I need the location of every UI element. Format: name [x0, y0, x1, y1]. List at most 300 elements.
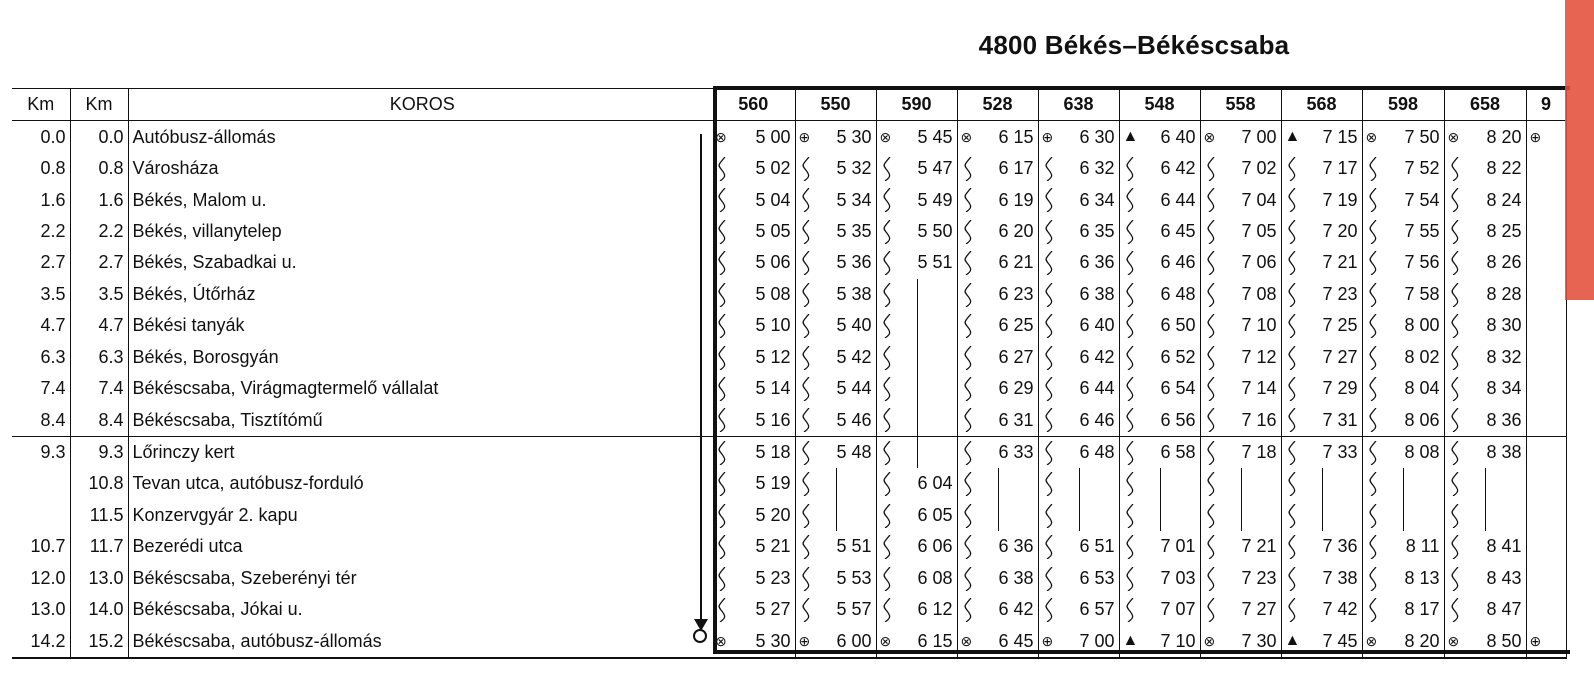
departure-time: 5 53: [836, 567, 872, 588]
departure-time: 5 12: [755, 346, 791, 367]
departure-time: 8 08: [1404, 442, 1440, 463]
pass-through-wave-icon: [1367, 188, 1381, 212]
time-cell: [1200, 153, 1281, 184]
departure-time: 6 38: [998, 567, 1034, 588]
km-value: 3.5: [70, 279, 128, 310]
no-stop-line: [1241, 468, 1242, 499]
skip-cell: [795, 468, 876, 499]
pass-through-wave-icon: [1367, 157, 1381, 181]
skip-cell: [1444, 500, 1526, 531]
pass-through-wave-icon: [1286, 220, 1300, 244]
departure-time: 6 36: [1079, 252, 1115, 273]
pass-through-wave-icon: [1043, 157, 1057, 181]
trip-symbol-icon: ⊕: [1041, 633, 1054, 650]
km-value: 11.7: [70, 531, 128, 562]
time-cell: [1281, 153, 1362, 184]
departure-time: 5 04: [755, 189, 791, 210]
skip-cell: [876, 310, 957, 341]
departure-time: 6 23: [998, 283, 1034, 304]
pass-through-wave-icon: [1286, 408, 1300, 432]
pass-through-wave-icon: [1286, 441, 1300, 465]
km-value: 4.7: [70, 310, 128, 341]
time-cell: [712, 310, 795, 341]
pass-through-wave-icon: [800, 408, 814, 432]
departure-time: 6 35: [1079, 220, 1115, 241]
time-cell: [1362, 279, 1444, 310]
departure-time: 7 27: [1241, 599, 1277, 620]
stop-name: Békés, villanytelep: [132, 220, 282, 241]
time-cell: [1200, 531, 1281, 562]
departure-time: 7 33: [1322, 442, 1358, 463]
no-stop-line: [998, 500, 999, 531]
departure-time: 7 05: [1241, 220, 1277, 241]
pass-through-wave-icon: [1043, 220, 1057, 244]
pass-through-wave-icon: [716, 188, 730, 212]
departure-time: 7 04: [1241, 189, 1277, 210]
pass-through-wave-icon: [1449, 535, 1463, 559]
km-value: 13.0: [70, 563, 128, 594]
pass-through-wave-icon: [1043, 408, 1057, 432]
time-cell: [1200, 373, 1281, 404]
time-cell: [1526, 279, 1566, 310]
km-value: 1.6: [70, 184, 128, 215]
time-cell: [1362, 153, 1444, 184]
time-cell: [712, 625, 795, 657]
departure-time: 5 16: [755, 409, 791, 430]
pass-through-wave-icon: [1367, 283, 1381, 307]
time-cell: [1038, 247, 1119, 278]
pass-through-wave-icon: [1367, 220, 1381, 244]
trip-header: 658: [1444, 89, 1526, 121]
time-cell: [1444, 184, 1526, 215]
time-cell: [957, 310, 1038, 341]
departure-time: 6 15: [917, 630, 953, 651]
km-value: 12.0: [12, 563, 70, 594]
time-cell: [1526, 121, 1566, 153]
skip-cell: [1200, 500, 1281, 531]
departure-time: 7 30: [1241, 630, 1277, 651]
time-cell: [957, 121, 1038, 153]
departure-time: 8 25: [1486, 220, 1522, 241]
trip-symbol-icon: ⊕: [1041, 129, 1054, 146]
skip-cell: [876, 436, 957, 468]
time-cell: [1444, 563, 1526, 594]
departure-time: 5 06: [755, 252, 791, 273]
time-cell: [712, 563, 795, 594]
km-header: Km: [12, 89, 70, 121]
pass-through-wave-icon: [1286, 504, 1300, 528]
time-cell: [1281, 531, 1362, 562]
skip-cell: [1119, 468, 1200, 499]
departure-time: 6 53: [1079, 567, 1115, 588]
departure-time: 6 57: [1079, 599, 1115, 620]
trip-header: 9: [1526, 89, 1566, 121]
departure-time: 7 03: [1160, 567, 1196, 588]
departure-time: 8 26: [1486, 252, 1522, 273]
pass-through-wave-icon: [962, 535, 976, 559]
pass-through-wave-icon: [716, 567, 730, 591]
pass-through-wave-icon: [962, 504, 976, 528]
pass-through-wave-icon: [1449, 472, 1463, 496]
km-value: 3.5: [12, 279, 70, 310]
pass-through-wave-icon: [1367, 535, 1381, 559]
time-cell: [1362, 594, 1444, 625]
pass-through-wave-icon: [1449, 251, 1463, 275]
departure-time: 5 30: [836, 126, 872, 147]
pass-through-wave-icon: [1367, 377, 1381, 401]
time-cell: [1444, 594, 1526, 625]
time-cell: [1119, 373, 1200, 404]
pass-through-wave-icon: [1205, 408, 1219, 432]
pass-through-wave-icon: [1205, 157, 1219, 181]
pass-through-wave-icon: [1205, 598, 1219, 622]
trip-symbol-icon: ⊗: [1203, 633, 1216, 650]
km-value: [12, 468, 70, 499]
time-cell: [1281, 310, 1362, 341]
departure-time: 7 52: [1404, 158, 1440, 179]
time-cell: [957, 404, 1038, 436]
time-cell: [957, 247, 1038, 278]
departure-time: 6 45: [998, 630, 1034, 651]
pass-through-wave-icon: [716, 283, 730, 307]
time-cell: [1444, 216, 1526, 247]
departure-time: 5 21: [755, 536, 791, 557]
pass-through-wave-icon: [800, 157, 814, 181]
skip-cell: [1200, 468, 1281, 499]
departure-time: 6 17: [998, 158, 1034, 179]
pass-through-wave-icon: [962, 220, 976, 244]
terminus-ring-icon: [693, 629, 707, 643]
skip-cell: [1444, 468, 1526, 499]
km-value: 6.3: [12, 342, 70, 373]
pass-through-wave-icon: [1449, 188, 1463, 212]
stop-name: Bezerédi utca: [132, 536, 243, 557]
pass-through-wave-icon: [1124, 472, 1138, 496]
trip-symbol-icon: ⊗: [1447, 129, 1460, 146]
pass-through-wave-icon: [1124, 346, 1138, 370]
departure-time: 7 18: [1241, 442, 1277, 463]
km-value: 9.3: [70, 436, 128, 468]
no-stop-line: [1403, 500, 1404, 531]
km-value: 14.2: [12, 625, 70, 657]
time-cell: [1526, 216, 1566, 247]
pass-through-wave-icon: [1367, 441, 1381, 465]
pass-through-wave-icon: [1124, 377, 1138, 401]
time-cell: [1362, 373, 1444, 404]
time-cell: [876, 563, 957, 594]
stop-name: Konzervgyár 2. kapu: [132, 504, 298, 525]
departure-time: 7 19: [1322, 189, 1358, 210]
trip-header: 590: [876, 89, 957, 121]
time-cell: [1119, 404, 1200, 436]
time-cell: [1119, 436, 1200, 468]
time-cell: [876, 184, 957, 215]
departure-time: 6 42: [1160, 158, 1196, 179]
departure-time: 7 54: [1404, 189, 1440, 210]
departure-time: 5 57: [836, 599, 872, 620]
no-stop-line: [836, 500, 837, 531]
pass-through-wave-icon: [800, 472, 814, 496]
stop-name: Békéscsaba, Virágmagtermelő vállalat: [132, 378, 439, 399]
time-cell: [1281, 216, 1362, 247]
time-cell: [1200, 625, 1281, 657]
km-value: 8.4: [70, 404, 128, 436]
time-cell: [795, 594, 876, 625]
pass-through-wave-icon: [962, 251, 976, 275]
departure-time: 7 10: [1160, 630, 1196, 651]
time-cell: [957, 342, 1038, 373]
departure-time: 8 13: [1404, 567, 1440, 588]
time-cell: [1444, 404, 1526, 436]
stop-name: Békéscsaba, Jókai u.: [132, 599, 303, 620]
pass-through-wave-icon: [1367, 314, 1381, 338]
departure-time: 8 17: [1404, 599, 1440, 620]
departure-time: 5 50: [917, 220, 953, 241]
departure-time: 6 48: [1079, 442, 1115, 463]
pass-through-wave-icon: [881, 377, 895, 401]
stop-name: Békés, Borosgyán: [132, 346, 279, 367]
time-cell: [1038, 184, 1119, 215]
pass-through-wave-icon: [1286, 251, 1300, 275]
departure-time: 7 23: [1322, 283, 1358, 304]
departure-time: 7 27: [1322, 346, 1358, 367]
time-cell: [1281, 247, 1362, 278]
time-cell: [712, 184, 795, 215]
stop-name: Autóbusz-állomás: [132, 126, 276, 147]
time-cell: [1119, 594, 1200, 625]
time-cell: [1362, 121, 1444, 153]
skip-cell: [1281, 500, 1362, 531]
pass-through-wave-icon: [1043, 472, 1057, 496]
pass-through-wave-icon: [1205, 283, 1219, 307]
pass-through-wave-icon: [1286, 377, 1300, 401]
departure-time: 5 14: [755, 378, 791, 399]
pass-through-wave-icon: [1367, 251, 1381, 275]
time-cell: [1362, 184, 1444, 215]
skip-cell: [1119, 500, 1200, 531]
no-stop-line: [917, 279, 918, 310]
departure-time: 5 35: [836, 220, 872, 241]
stop-name: Lőrinczy kert: [128, 436, 712, 468]
no-stop-line: [836, 468, 837, 499]
pass-through-wave-icon: [1367, 598, 1381, 622]
departure-time: 8 24: [1486, 189, 1522, 210]
time-cell: [1526, 500, 1566, 531]
pass-through-wave-icon: [800, 314, 814, 338]
time-cell: [1119, 625, 1200, 657]
time-cell: [1281, 436, 1362, 468]
time-cell: [1281, 342, 1362, 373]
pass-through-wave-icon: [1043, 346, 1057, 370]
pass-through-wave-icon: [1205, 377, 1219, 401]
pass-through-wave-icon: [1124, 567, 1138, 591]
time-cell: [1526, 342, 1566, 373]
km-value: [12, 500, 70, 531]
departure-time: 5 44: [836, 378, 872, 399]
trip-header: 528: [957, 89, 1038, 121]
no-stop-line: [917, 310, 918, 341]
time-cell: [1362, 216, 1444, 247]
stop-row: [12, 216, 1566, 247]
time-cell: [1526, 184, 1566, 215]
stop-name: Városháza: [132, 158, 219, 179]
direction-arrow: [700, 134, 702, 624]
time-cell: [876, 468, 957, 499]
time-cell: [876, 121, 957, 153]
pass-through-wave-icon: [1205, 314, 1219, 338]
pass-through-wave-icon: [716, 220, 730, 244]
departure-time: 6 50: [1160, 315, 1196, 336]
no-stop-line: [1241, 500, 1242, 531]
time-cell: [1281, 279, 1362, 310]
departure-time: 6 05: [917, 504, 953, 525]
pass-through-wave-icon: [1367, 567, 1381, 591]
skip-cell: [795, 500, 876, 531]
trip-symbol-icon: ⊗: [960, 129, 973, 146]
departure-time: 8 00: [1404, 315, 1440, 336]
trip-symbol-icon: ▲: [1122, 128, 1139, 146]
time-cell: [795, 279, 876, 310]
no-stop-line: [1160, 468, 1161, 499]
time-cell: [1119, 153, 1200, 184]
trip-symbol-icon: ⊕: [1529, 129, 1542, 146]
time-cell: [1526, 531, 1566, 562]
time-cell: [1526, 404, 1566, 436]
departure-time: 6 34: [1079, 189, 1115, 210]
time-cell: [1038, 121, 1119, 153]
departure-time: 5 30: [755, 630, 791, 651]
pass-through-wave-icon: [800, 504, 814, 528]
departure-time: 5 20: [755, 504, 791, 525]
pass-through-wave-icon: [1286, 598, 1300, 622]
pass-through-wave-icon: [800, 188, 814, 212]
time-cell: [1200, 310, 1281, 341]
departure-time: 6 36: [998, 536, 1034, 557]
km-value: 11.5: [70, 500, 128, 531]
stop-name: Békés, Útőrház: [132, 283, 256, 304]
pass-through-wave-icon: [800, 441, 814, 465]
departure-time: 5 10: [755, 315, 791, 336]
time-cell: [795, 184, 876, 215]
time-cell: [1038, 153, 1119, 184]
pass-through-wave-icon: [881, 346, 895, 370]
time-cell: [1362, 436, 1444, 468]
time-cell: [1526, 563, 1566, 594]
pass-through-wave-icon: [1043, 441, 1057, 465]
trip-symbol-icon: ▲: [1122, 632, 1139, 650]
departure-time: 6 40: [1160, 126, 1196, 147]
time-cell: [1526, 436, 1566, 468]
pass-through-wave-icon: [1286, 314, 1300, 338]
stop-row: [12, 279, 1566, 310]
pass-through-wave-icon: [962, 567, 976, 591]
pass-through-wave-icon: [1367, 346, 1381, 370]
time-cell: [712, 436, 795, 468]
km-value: 14.0: [70, 594, 128, 625]
stop-row: [12, 373, 1566, 404]
stop-name: Tevan utca, autóbusz-forduló: [132, 473, 364, 494]
trip-symbol-icon: ⊕: [798, 633, 811, 650]
departure-time: 6 30: [1079, 126, 1115, 147]
trip-header: 638: [1038, 89, 1119, 121]
departure-time: 6 19: [998, 189, 1034, 210]
pass-through-wave-icon: [800, 598, 814, 622]
time-cell: [1200, 279, 1281, 310]
departure-time: 8 47: [1486, 599, 1522, 620]
departure-time: 8 41: [1486, 536, 1522, 557]
stop-row: [12, 121, 1566, 153]
stop-row: [12, 531, 1566, 562]
no-stop-line: [1403, 468, 1404, 499]
departure-time: 8 36: [1486, 409, 1522, 430]
departure-time: 7 29: [1322, 378, 1358, 399]
page-title: 4800 Békés–Békéscsaba: [978, 30, 1290, 60]
departure-time: 7 00: [1079, 630, 1115, 651]
time-cell: [876, 216, 957, 247]
time-cell: [1444, 310, 1526, 341]
pass-through-wave-icon: [1043, 567, 1057, 591]
departure-time: 8 32: [1486, 346, 1522, 367]
km-value: 13.0: [12, 594, 70, 625]
time-cell: [957, 216, 1038, 247]
departure-time: 7 10: [1241, 315, 1277, 336]
pass-through-wave-icon: [962, 314, 976, 338]
pass-through-wave-icon: [716, 314, 730, 338]
pass-through-wave-icon: [800, 346, 814, 370]
departure-time: 7 16: [1241, 409, 1277, 430]
pass-through-wave-icon: [800, 251, 814, 275]
departure-time: 7 01: [1160, 536, 1196, 557]
pass-through-wave-icon: [1205, 535, 1219, 559]
pass-through-wave-icon: [1205, 567, 1219, 591]
time-cell: [1200, 342, 1281, 373]
time-cell: [1038, 342, 1119, 373]
time-cell: [1038, 310, 1119, 341]
km-value: 6.3: [70, 342, 128, 373]
departure-time: 5 51: [917, 252, 953, 273]
departure-time: 8 20: [1404, 630, 1440, 651]
km-value: 0.0: [12, 121, 70, 153]
departure-time: 8 34: [1486, 378, 1522, 399]
pass-through-wave-icon: [716, 598, 730, 622]
km-value: 2.2: [70, 216, 128, 247]
time-cell: [795, 531, 876, 562]
pass-through-wave-icon: [716, 157, 730, 181]
departure-time: 7 14: [1241, 378, 1277, 399]
time-cell: [712, 153, 795, 184]
skip-cell: [957, 468, 1038, 499]
pass-through-wave-icon: [800, 377, 814, 401]
time-cell: [1038, 436, 1119, 468]
departure-time: 8 28: [1486, 283, 1522, 304]
km-value: 7.4: [12, 373, 70, 404]
time-cell: [1444, 531, 1526, 562]
departure-time: 6 44: [1079, 378, 1115, 399]
departure-time: 6 31: [998, 409, 1034, 430]
departure-time: 8 38: [1486, 442, 1522, 463]
pass-through-wave-icon: [1449, 283, 1463, 307]
pass-through-wave-icon: [881, 283, 895, 307]
departure-time: 6 08: [917, 567, 953, 588]
departure-time: 8 20: [1486, 126, 1522, 147]
time-cell: [1038, 563, 1119, 594]
departure-time: 6 48: [1160, 283, 1196, 304]
time-cell: [1362, 310, 1444, 341]
departure-time: 8 43: [1486, 567, 1522, 588]
pass-through-wave-icon: [962, 188, 976, 212]
no-stop-line: [1079, 500, 1080, 531]
trip-symbol-icon: ⊗: [960, 633, 973, 650]
